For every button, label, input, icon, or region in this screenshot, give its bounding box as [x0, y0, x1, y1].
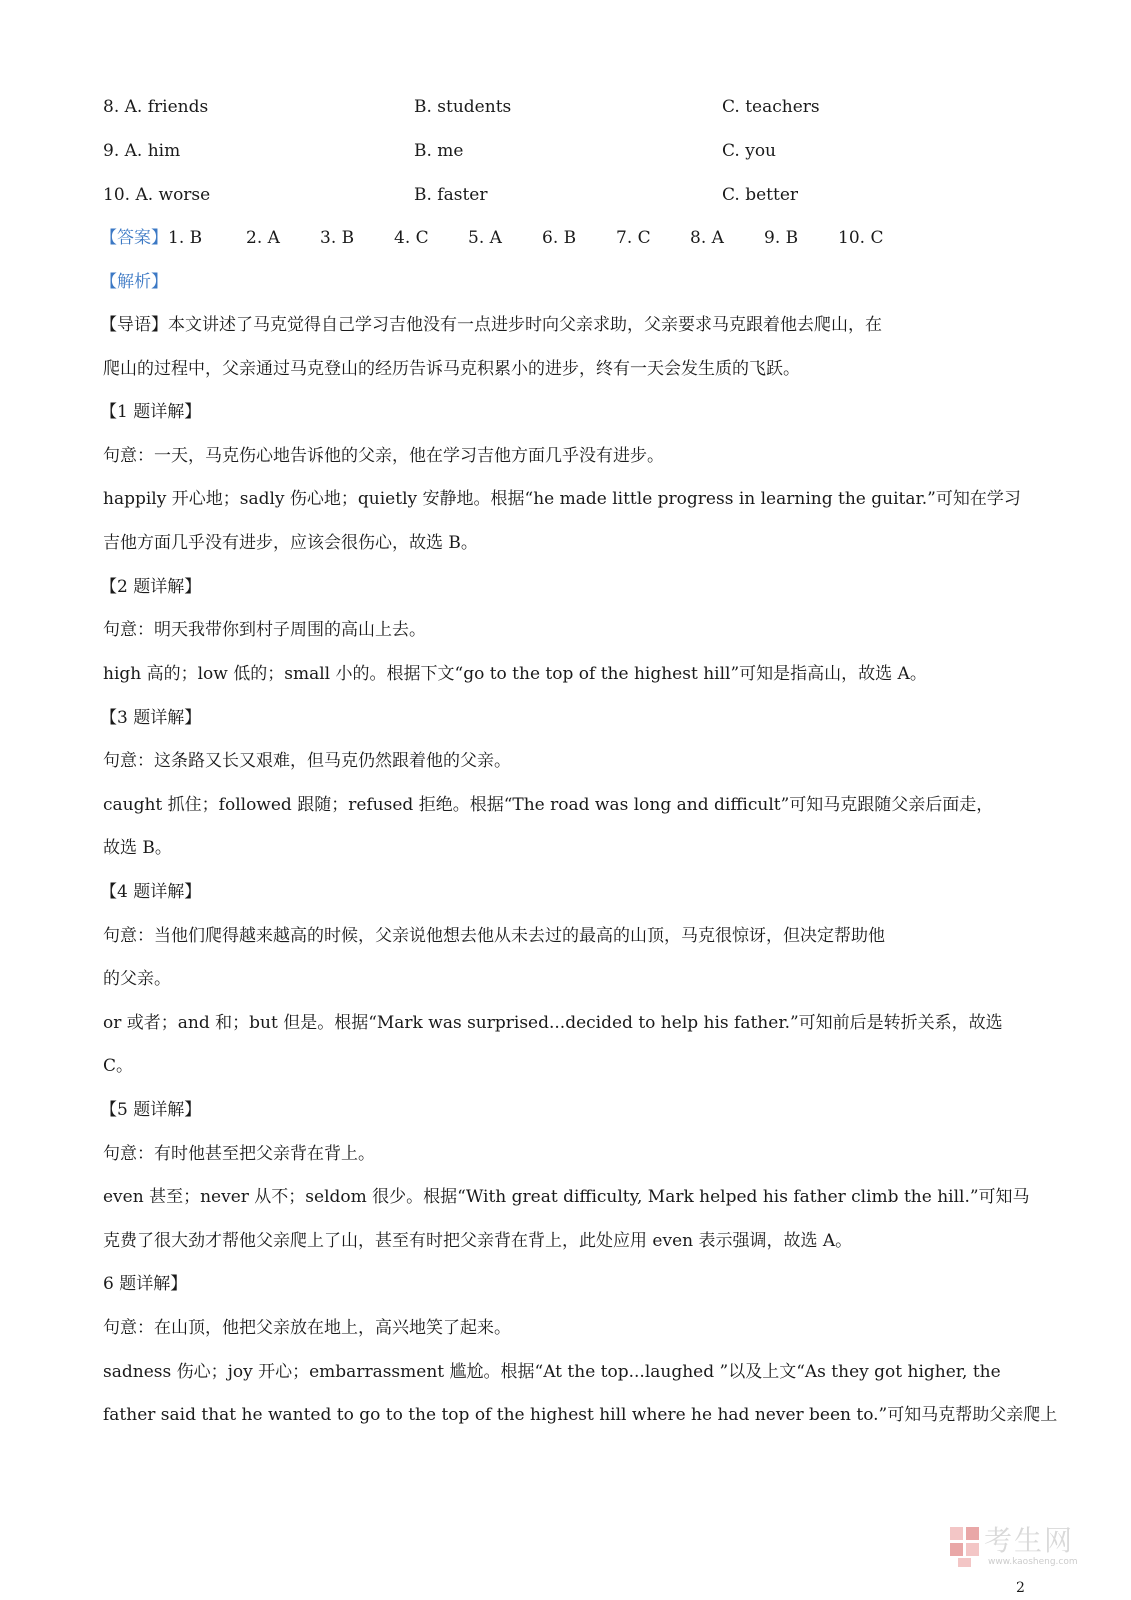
option-c: C. better	[722, 185, 799, 205]
answer-item: 8. A	[690, 228, 724, 248]
answer-tag: 【答案】	[100, 228, 168, 248]
answer-item: 9. B	[764, 228, 799, 248]
option-c: C. teachers	[722, 97, 820, 117]
answer-item: 4. C	[394, 228, 429, 248]
explanation-line: 克费了很大劲才帮他父亲爬上了山，甚至有时把父亲背在背上，此处应用 even 表示强调，故选 A。	[103, 1231, 853, 1251]
option-b: B. me	[414, 141, 464, 161]
sentence-meaning: 句意：这条路又长又艰难，但马克仍然跟着他的父亲。	[103, 751, 511, 771]
intro-line: 爬山的过程中，父亲通过马克登山的经历告诉马克积累小的进步，终有一天会发生质的飞跃。	[103, 359, 800, 379]
question-heading: 【2 题详解】	[100, 577, 202, 597]
question-heading: 【3 题详解】	[100, 708, 202, 728]
answer-item: 10. C	[838, 228, 884, 248]
sentence-meaning: 句意：一天，马克伤心地告诉他的父亲，他在学习吉他方面几乎没有进步。	[103, 446, 664, 466]
answer-item: 3. B	[320, 228, 355, 248]
option-row	[103, 95, 1033, 119]
option-b: B. faster	[414, 185, 488, 205]
question-heading: 【4 题详解】	[100, 882, 202, 902]
option-a: 8. A. friends	[103, 97, 209, 117]
answer-item: 6. B	[542, 228, 577, 248]
analysis-heading: 【解析】	[100, 272, 168, 292]
sentence-meaning: 句意：有时他甚至把父亲背在背上。	[103, 1144, 375, 1164]
sentence-meaning: 句意：在山顶，他把父亲放在地上，高兴地笑了起来。	[103, 1318, 511, 1338]
explanation-line: happily 开心地；sadly 伤心地；quietly 安静地。根据“he made little progress in learning the guitar.”可知在学习	[103, 489, 1021, 509]
question-heading: 【1 题详解】	[100, 402, 202, 422]
logo-text: 考生网	[984, 1524, 1075, 1557]
explanation-line: C。	[103, 1056, 134, 1076]
answer-item: 7. C	[616, 228, 651, 248]
sentence-meaning: 句意：当他们爬得越来越高的时候，父亲说他想去他从未去过的最高的山顶，马克很惊讶，但决定帮助他	[103, 926, 885, 946]
explanation-line: 故选 B。	[103, 838, 172, 858]
site-logo	[948, 1525, 1108, 1569]
question-heading: 【5 题详解】	[100, 1100, 202, 1120]
option-a: 9. A. him	[103, 141, 181, 161]
answer-item: 5. A	[468, 228, 502, 248]
option-b: B. students	[414, 97, 512, 117]
sentence-meaning: 的父亲。	[103, 969, 171, 989]
intro-line: 【导语】本文讲述了马克觉得自己学习吉他没有一点进步时向父亲求助，父亲要求马克跟着他去爬山，在	[100, 315, 882, 335]
explanation-line: or 或者；and 和；but 但是。根据“Mark was surprised...decided to help his father.”可知前后是转折关系，故选	[103, 1013, 1003, 1033]
option-row	[103, 139, 1033, 163]
answer-item: 1. B	[168, 228, 203, 248]
explanation-line: high 高的；low 低的；small 小的。根据下文“go to the top of the highest hill”可知是指高山，故选 A。	[103, 664, 927, 684]
option-c: C. you	[722, 141, 776, 161]
explanation-line: sadness 伤心；joy 开心；embarrassment 尴尬。根据“At the top...laughed ”以及上文“As they got higher, the	[103, 1362, 1001, 1382]
answer-row	[100, 226, 883, 250]
option-row	[103, 183, 1033, 207]
explanation-line: caught 抓住；followed 跟随；refused 拒绝。根据“The road was long and difficult”可知马克跟随父亲后面走，	[103, 795, 994, 815]
sentence-meaning: 句意：明天我带你到村子周围的高山上去。	[103, 620, 426, 640]
explanation-line: 吉他方面几乎没有进步，应该会很伤心，故选 B。	[103, 533, 478, 553]
question-heading: 6 题详解】	[103, 1274, 188, 1294]
answer-item: 2. A	[246, 228, 280, 248]
logo-url: www.kaosheng.com	[988, 1557, 1078, 1567]
option-a: 10. A. worse	[103, 185, 211, 205]
explanation-line: father said that he wanted to go to the top of the highest hill where he had never been to.”可知马克帮助父亲爬上	[103, 1405, 1058, 1425]
page-number: 2	[1016, 1580, 1025, 1596]
explanation-line: even 甚至；never 从不；seldom 很少。根据“With great difficulty, Mark helped his father climb the hill.”可知马	[103, 1187, 1030, 1207]
